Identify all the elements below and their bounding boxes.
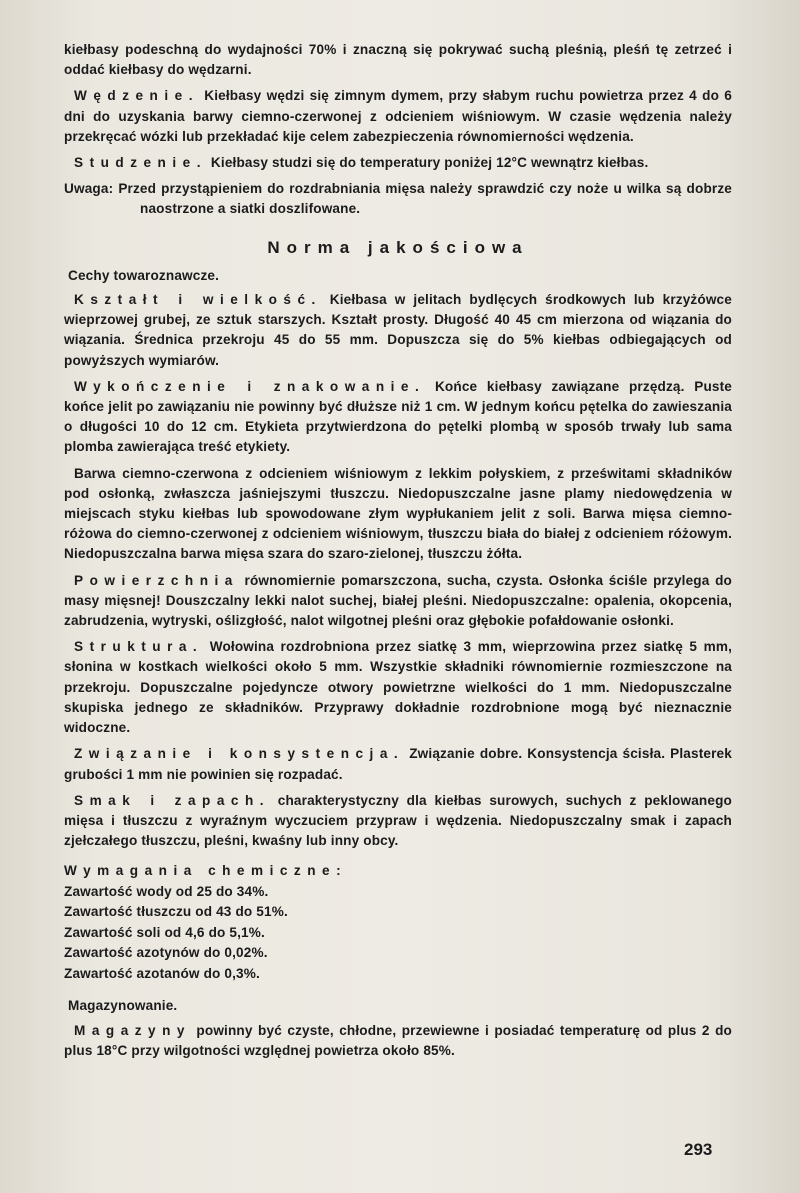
powierzchnia-label: Powierzchnia: [74, 572, 239, 588]
powierzchnia-text: równomiernie pomarszczona, sucha, czysta. Osłonka ściśle przylega do masy mięsnej! Douszczalny lekki nalot suchej, białej pleśni. Niedopuszczalne: opalenia, okopcenia, zabrudzenia, wytryski, oślizgłość, nalot wilgotnej pleśni oraz głębokie pofałdowanie osłonki.: [64, 572, 732, 629]
ksztalt-text: Kiełbasa w jelitach bydlęcych środkowych lub krzyżówce wieprzowej grubej, ze sztuk starszych. Kształt prosty. Długość 40 45 cm mierzona od wiązania do wiązania. Średnica przekroju 45 do 55 mm. Dopuszcza się do 5% kiełbas odbiegających od powyższych wymiarów.: [64, 292, 732, 368]
wymagania-item: Zawartość azotynów do 0,02%.: [64, 945, 268, 961]
wymagania-item: Zawartość wody od 25 do 34%.: [64, 883, 269, 899]
studzenie-text: Kiełbasy studzi się do temperatury poniżej 12°C wewnątrz kiełbas.: [210, 155, 649, 171]
wymagania-item: Zawartość soli od 4,6 do 5,1%.: [64, 924, 265, 940]
barwa-paragraph: Barwa ciemno-czerwona z odcieniem wiśniowym z lekkim połyskiem, z prześwitami składników pod osłonką, zwłaszcza jaśniejszymi tłuszczu. Niedopuszczalne jasne plamy niedowędzenia w miejscach styku kiełbas lub spowodowane złym wypłukaniem jelit z soli. Barwa mięsa ciemno-różowa do ciemno-czerwonej z odcieniem wiśniowym, tłuszczu biała do białej z odcieniem różowym. Niedopuszczalna barwa mięsa szara do szaro-zielonej, tłuszczu żółta.: [64, 465, 732, 562]
studzenie-paragraph: [64, 153, 732, 173]
wykonczenie-label: Wykończenie i znakowanie.: [74, 378, 426, 394]
wedzenie-paragraph: [64, 86, 732, 147]
zwiazanie-paragraph: [64, 744, 732, 784]
wykonczenie-text: Końce kiełbasy zawiązane przędzą. Puste końce jelit po zawiązaniu nie powinny być dłuższe niż 1 cm. W jednym końcu pętelka do zawieszania o długości 10 do 12 cm. Etykieta przytwierdzona do pętelki plombą w sposób trwały lub sama plomba zawierająca treść etykiety.: [64, 378, 733, 455]
ksztalt-paragraph: [64, 290, 732, 371]
uwaga-paragraph: [64, 179, 732, 219]
wymagania-label: Wymagania chemiczne:: [64, 863, 348, 879]
zwiazanie-label: Związanie i konsystencja.: [74, 746, 405, 762]
magazyny-text: powinny być czyste, chłodne, przewiewne i posiadać temperaturę od plus 2 do plus 18°C przy wilgotności względnej powietrza około 85%.: [64, 1022, 732, 1058]
zwiazanie-text: Związanie dobre. Konsystencja ścisła. Plasterek grubości 1 mm nie powinien się rozpadać.: [64, 746, 732, 782]
magazyny-label: Magazyny: [74, 1022, 191, 1038]
section-title: Norma jakościowa: [267, 237, 529, 257]
uwaga-label: Uwaga:: [64, 181, 114, 197]
magazyny-paragraph: [64, 1021, 732, 1061]
smak-text: charakterystyczny dla kiełbas surowych, suchych z peklowanego mięsa i tłuszczu z wyraźnym wyczuciem przypraw i wędzenia. Niedopuszczalny smak i zapach zjełczałego tłuszczu, pleśni, kwaśny lub inny obcy.: [64, 792, 732, 849]
wedzenie-label: Wędzenie.: [74, 88, 199, 104]
smak-label: Smak i zapach.: [74, 792, 271, 808]
page-number: 293: [684, 1140, 713, 1159]
uwaga-text: Przed przystąpieniem do rozdrabniania mięsa należy sprawdzić czy noże u wilka są dobrze naostrzone a siatki doszlifowane.: [118, 181, 733, 217]
wymagania-list: [64, 882, 732, 985]
struktura-text: Wołowina rozdrobniona przez siatkę 3 mm, wieprzowina przez siatkę 5 mm, słonina w kostkach wielkości około 5 mm. Wszystkie składniki równomiernie rozmieszczone na przekroju. Dopuszczalne pojedyncze otwory powietrzne wielkości do 1 mm. Niedopuszczalne skupiska jednego ze składników. Przyprawy dokładnie rozdrobnione mogą być nieznacznie widoczne.: [64, 639, 732, 736]
ksztalt-label: Kształt i wielkość.: [74, 292, 322, 308]
struktura-paragraph: [64, 637, 732, 738]
page-content: [64, 40, 732, 1067]
struktura-label: Struktura.: [74, 639, 204, 655]
wymagania-item: Zawartość tłuszczu od 43 do 51%.: [64, 904, 288, 920]
cechy-heading: Cechy towaroznawcze.: [68, 267, 220, 283]
magazyn-heading: Magazynowanie.: [68, 998, 178, 1014]
smak-paragraph: [64, 791, 732, 852]
wymagania-block: [64, 861, 732, 984]
wedzenie-text: Kiełbasy wędzi się zimnym dymem, przy słabym ruchu powietrza przez 4 do 6 dni do uzyskania barwy ciemno-czerwonej z odcieniem wiśniowym. W czasie wędzenia należy przekręcać wózki lub przekładać kije celem zabezpieczenia równomierności wędzenia.: [64, 88, 732, 144]
studzenie-label: Studzenie.: [74, 155, 207, 171]
wykonczenie-paragraph: [64, 377, 732, 458]
powierzchnia-paragraph: [64, 571, 732, 632]
intro-paragraph: kiełbasy podeschną do wydajności 70% i znaczną się pokrywać suchą pleśnią, pleśń tę zetrzeć i oddać kiełbasy do wędzarni.: [64, 42, 732, 78]
wymagania-item: Zawartość azotanów do 0,3%.: [64, 965, 260, 981]
